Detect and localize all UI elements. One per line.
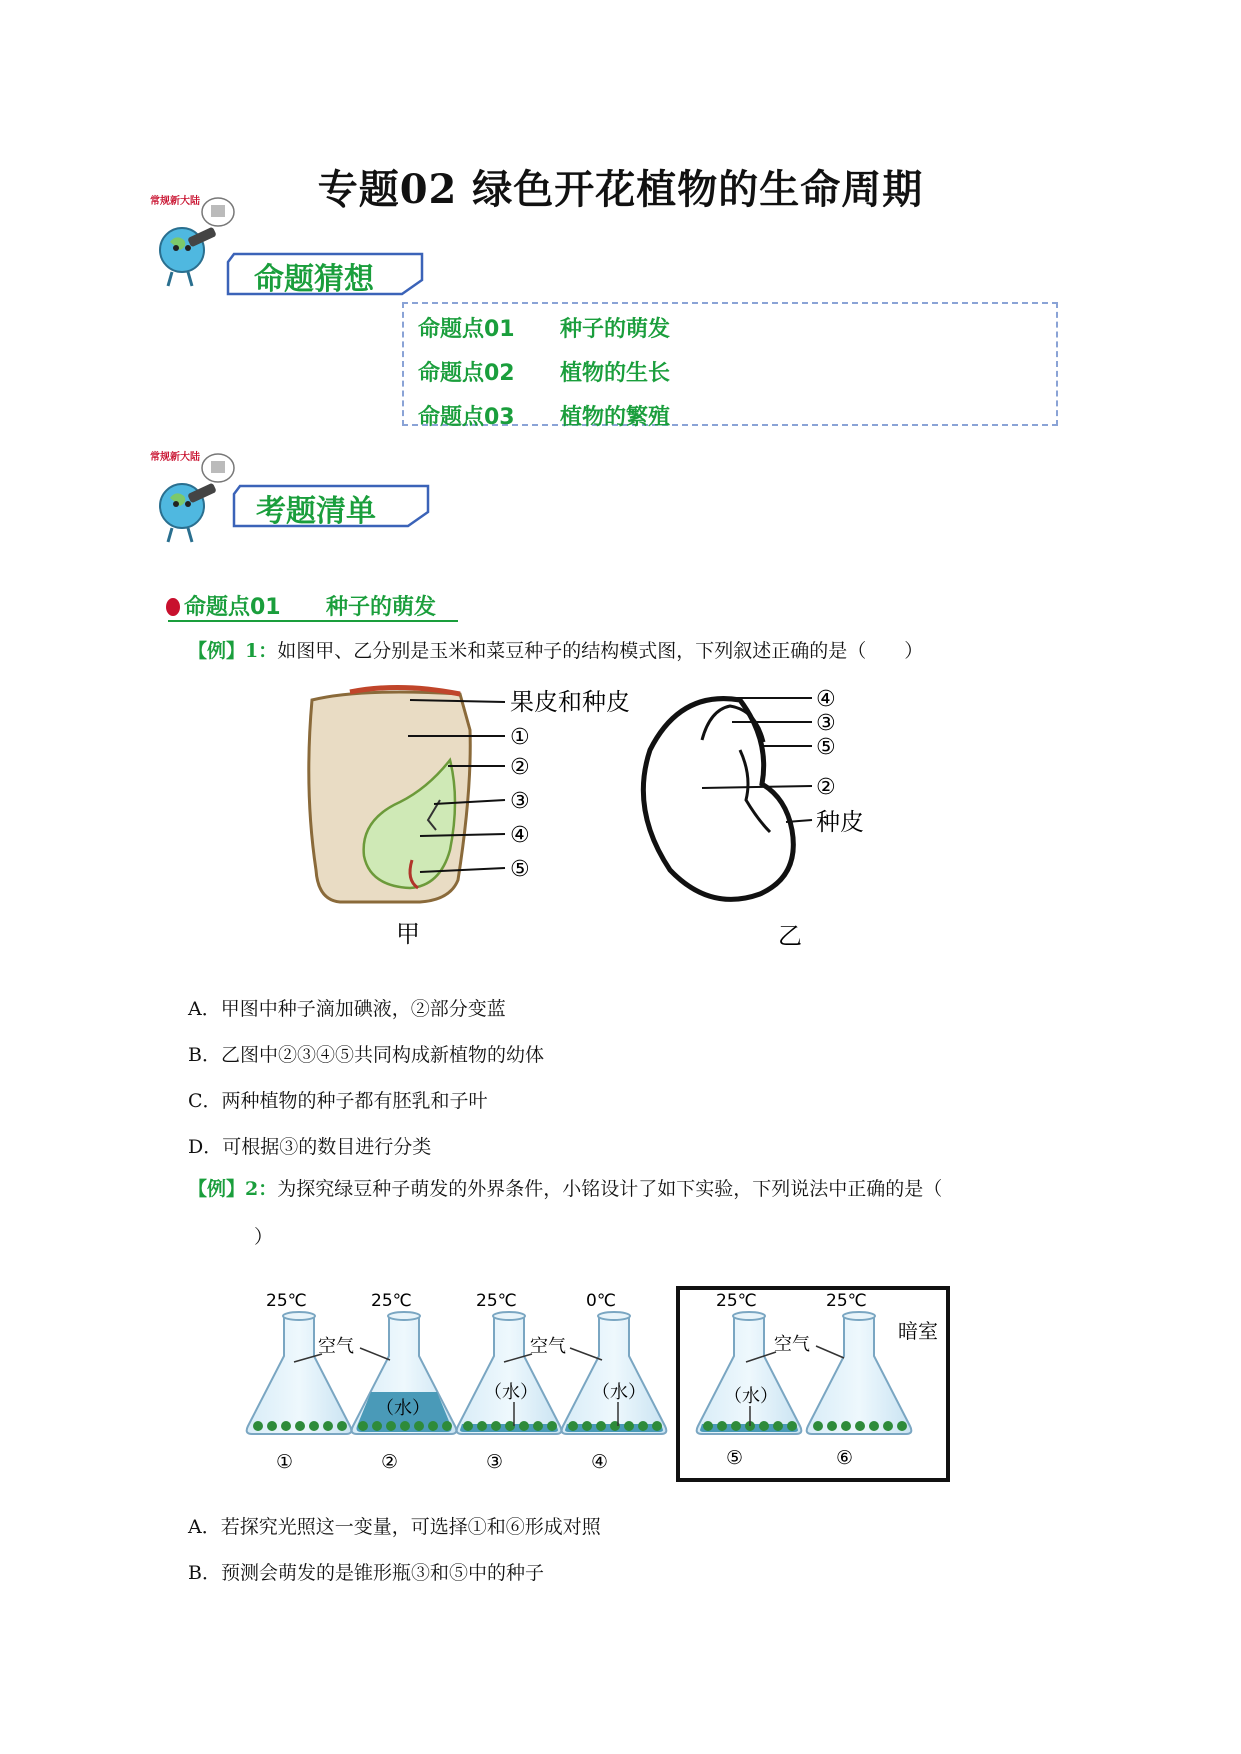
bullet-dot-icon	[166, 598, 180, 616]
svg-text:0℃: 0℃	[586, 1291, 616, 1311]
svg-text:④: ④	[816, 687, 836, 712]
topic-list	[402, 302, 1058, 430]
svg-text:空气: 空气	[530, 1336, 566, 1357]
page-title: 专题02 绿色开花植物的生命周期	[317, 166, 924, 213]
svg-text:（水）: （水）	[484, 1382, 538, 1403]
flask-1	[247, 1312, 352, 1434]
flask-4	[562, 1312, 667, 1434]
svg-text:③: ③	[486, 1451, 504, 1473]
banner-guess-label: 命题猜想	[254, 262, 374, 297]
svg-text:③: ③	[816, 711, 836, 736]
svg-text:③: ③	[510, 789, 530, 814]
svg-text:25℃: 25℃	[371, 1291, 412, 1311]
svg-text:⑤: ⑤	[510, 857, 530, 882]
svg-text:⑤: ⑤	[726, 1447, 744, 1469]
svg-text:25℃: 25℃	[266, 1291, 307, 1311]
option-b: B．预测会萌发的是锥形瓶③和⑤中的种子	[188, 1562, 544, 1584]
topic-item: 命题点02 植物的生长	[418, 361, 671, 386]
bean-seed-diagram	[643, 687, 864, 950]
svg-text:25℃: 25℃	[716, 1291, 757, 1311]
seed-structure-figure	[300, 680, 960, 950]
option-c: C．两种植物的种子都有胚乳和子叶	[188, 1090, 488, 1112]
svg-text:⑤: ⑤	[816, 735, 836, 760]
topic-item: 命题点01 种子的萌发	[418, 317, 671, 342]
flask-5	[697, 1312, 802, 1434]
topic-item: 命题点03 植物的繁殖	[418, 405, 671, 430]
svg-text:空气: 空气	[318, 1336, 354, 1357]
section-underline	[168, 620, 458, 622]
flask-6	[807, 1312, 912, 1434]
svg-text:空气: 空气	[774, 1334, 810, 1355]
dark-room-label: 暗室	[898, 1319, 938, 1343]
svg-text:（水）: （水）	[376, 1398, 430, 1419]
svg-text:④: ④	[510, 823, 530, 848]
svg-text:（水）: （水）	[724, 1386, 778, 1407]
option-b: B．乙图中②③④⑤共同构成新植物的幼体	[188, 1044, 544, 1066]
flask-experiment-figure	[240, 1286, 960, 1486]
example-1-question: 【例】1：如图甲、乙分别是玉米和菜豆种子的结构模式图，下列叙述正确的是（ ）	[188, 640, 924, 662]
banner-list-label: 考题清单	[256, 494, 376, 529]
svg-text:④: ④	[591, 1451, 609, 1473]
svg-text:①: ①	[510, 725, 530, 750]
option-a: A．若探究光照这一变量，可选择①和⑥形成对照	[188, 1516, 601, 1538]
svg-text:常规新大陆: 常规新大陆	[150, 196, 200, 207]
svg-text:②: ②	[510, 755, 530, 780]
example-2-question: 【例】2：为探究绿豆种子萌发的外界条件，小铭设计了如下实验，下列说法中正确的是（	[188, 1178, 943, 1200]
svg-text:①: ①	[276, 1451, 294, 1473]
flask-3	[457, 1312, 562, 1434]
svg-text:25℃: 25℃	[826, 1291, 867, 1311]
mascot-icon	[148, 192, 238, 292]
mascot-icon	[148, 448, 238, 548]
svg-text:种皮: 种皮	[816, 808, 864, 836]
svg-text:（水）: （水）	[592, 1382, 646, 1403]
svg-text:乙: 乙	[778, 922, 802, 950]
svg-text:常规新大陆: 常规新大陆	[150, 452, 200, 463]
section-heading: 命题点01 种子的萌发	[166, 590, 436, 621]
corn-seed-diagram	[309, 687, 630, 948]
option-a: A．甲图中种子滴加碘液，②部分变蓝	[188, 998, 506, 1020]
svg-text:②: ②	[381, 1451, 399, 1473]
svg-text:25℃: 25℃	[476, 1291, 517, 1311]
option-d: D．可根据③的数目进行分类	[188, 1136, 432, 1158]
svg-text:②: ②	[816, 775, 836, 800]
svg-text:⑥: ⑥	[836, 1447, 854, 1469]
svg-text:果皮和种皮: 果皮和种皮	[510, 688, 630, 716]
example-2-question-end: ）	[254, 1226, 274, 1248]
svg-text:甲: 甲	[396, 920, 420, 948]
